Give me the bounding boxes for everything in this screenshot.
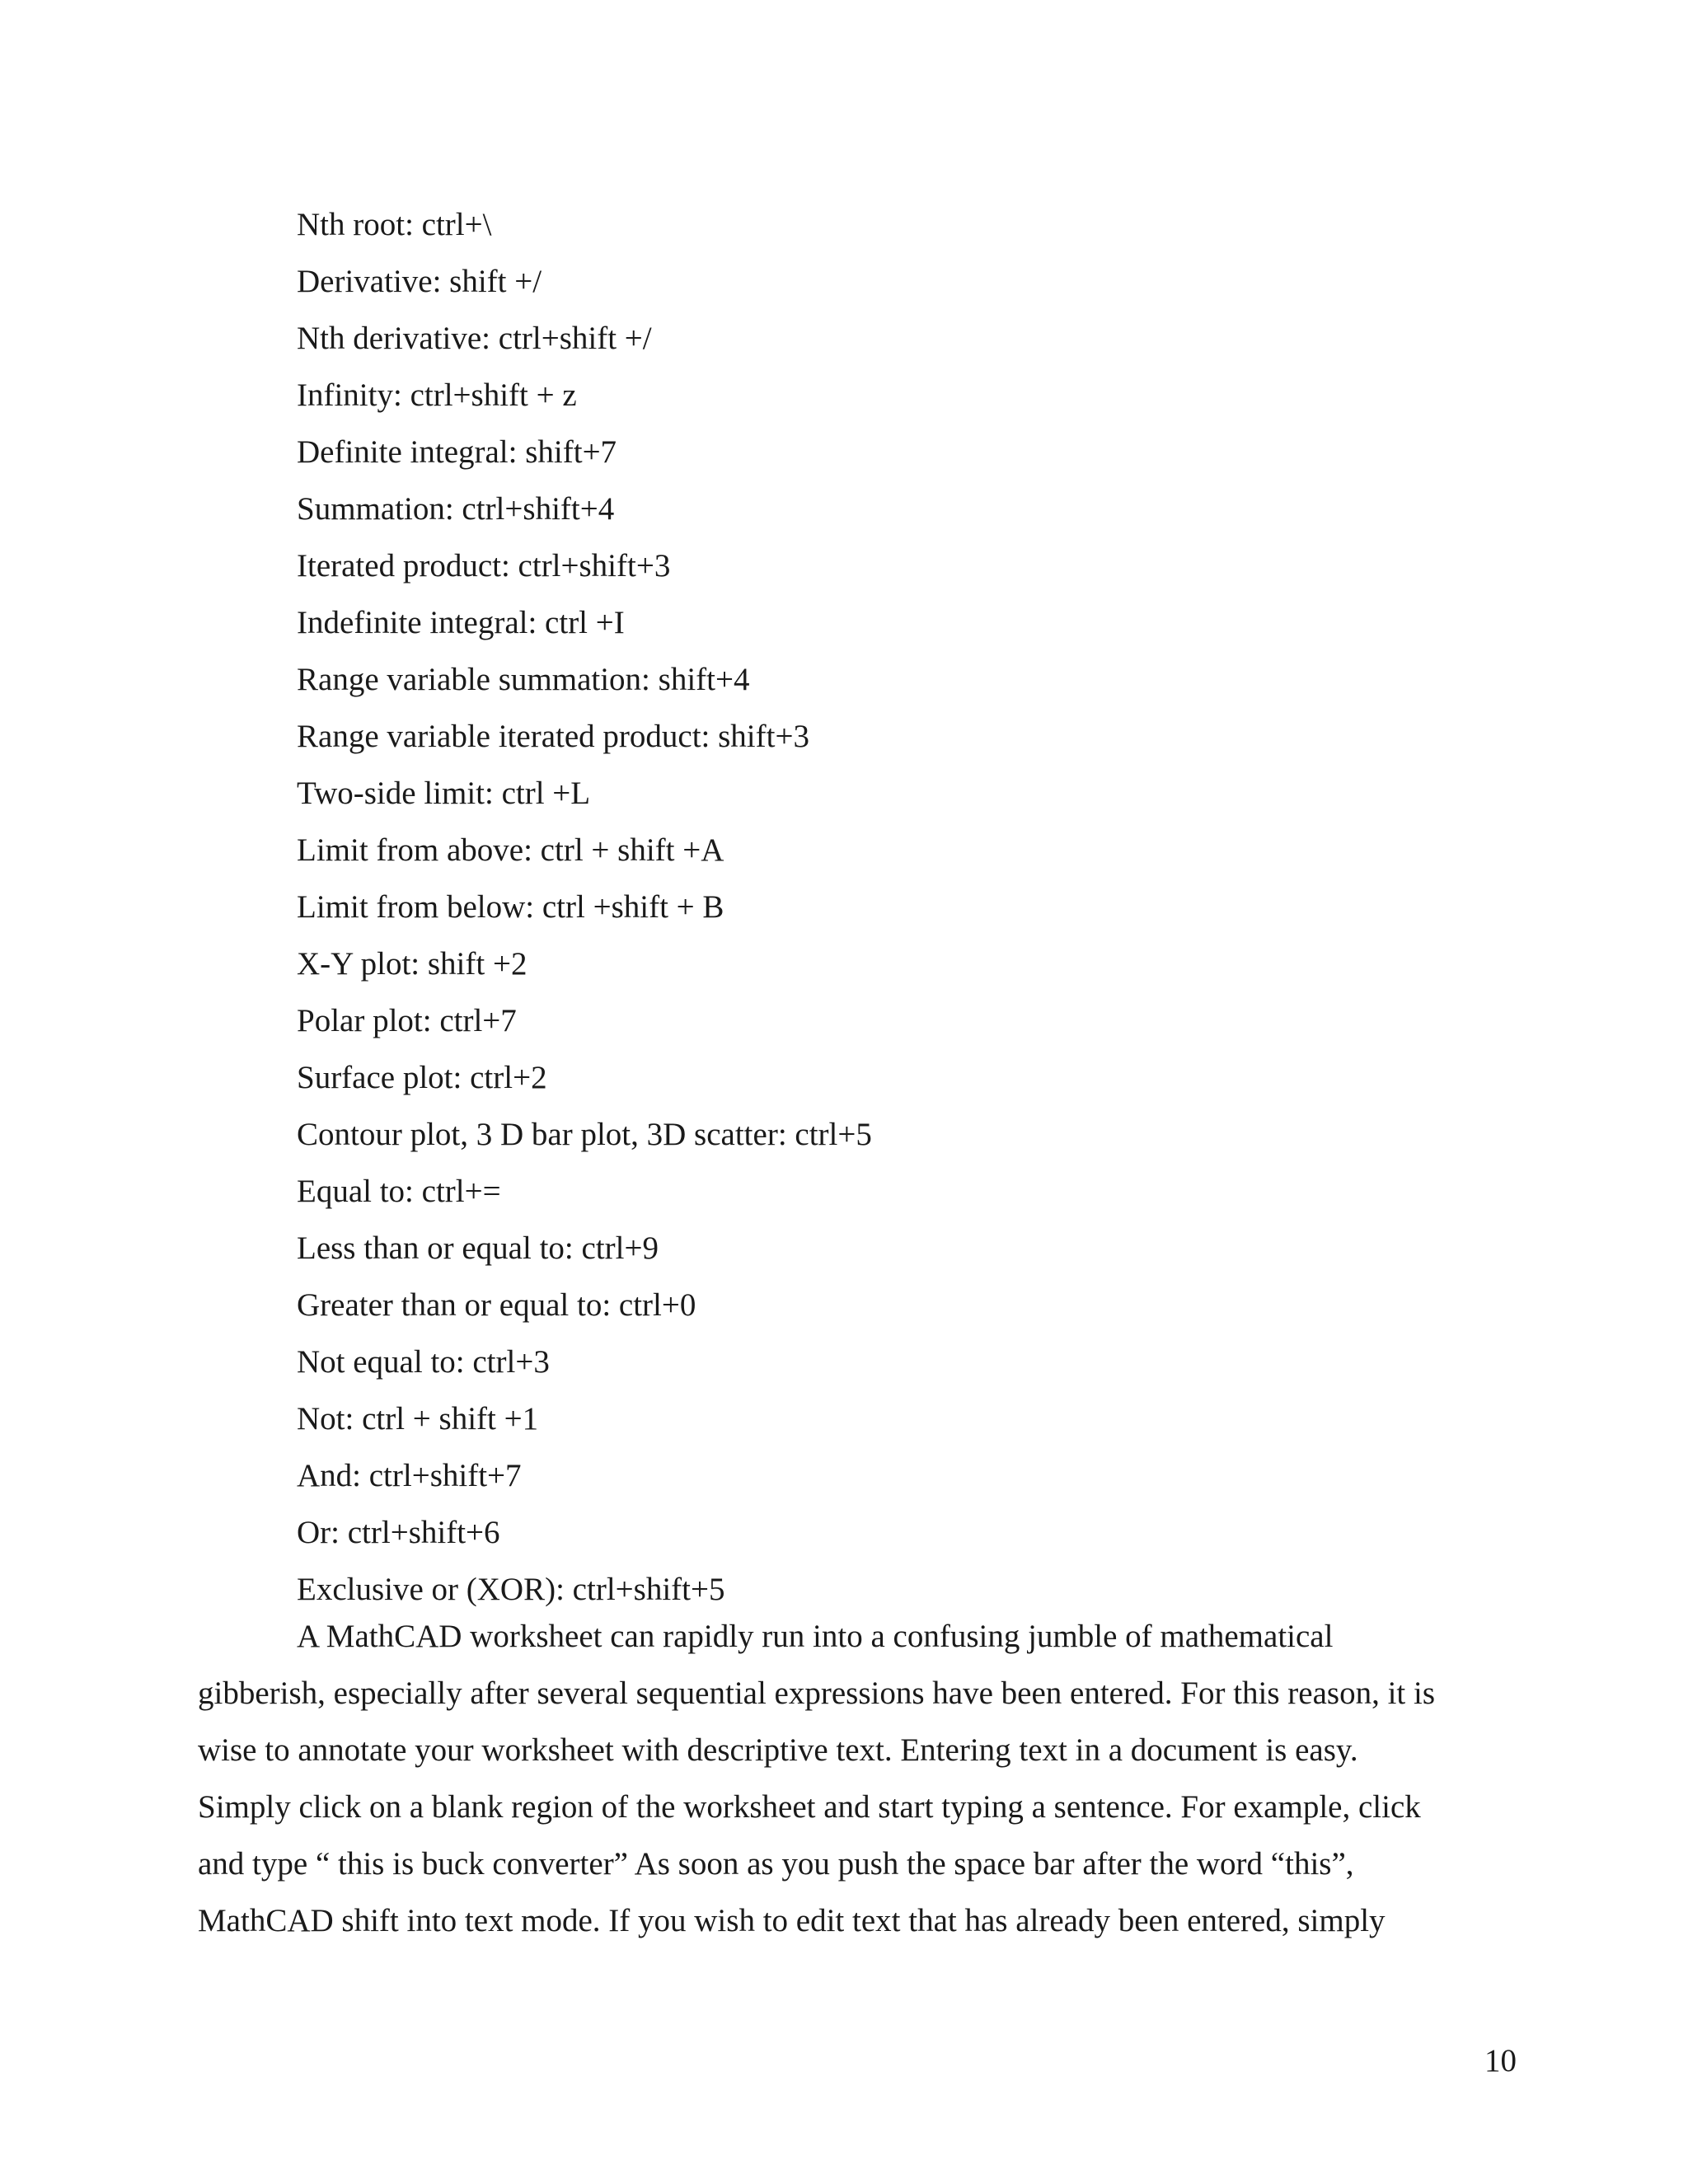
paragraph-line: Simply click on a blank region of the worksheet and start typing a sentence. For example, click: [198, 1789, 1421, 1825]
shortcut-item: Equal to: ctrl+=: [297, 1174, 501, 1209]
paragraph-line: gibberish, especially after several sequential expressions have been entered. For this reason, it is: [198, 1675, 1436, 1711]
shortcut-item: Limit from above: ctrl + shift +A: [297, 832, 724, 868]
shortcut-item: Summation: ctrl+shift+4: [297, 491, 615, 527]
paragraph-line: MathCAD shift into text mode. If you wish to edit text that has already been entered, simply: [198, 1903, 1386, 1938]
shortcut-item: Surface plot: ctrl+2: [297, 1060, 547, 1095]
shortcut-item: Nth derivative: ctrl+shift +/: [297, 321, 652, 356]
shortcut-item: Or: ctrl+shift+6: [297, 1515, 500, 1550]
shortcut-item: Definite integral: shift+7: [297, 434, 617, 470]
shortcut-item: Derivative: shift +/: [297, 264, 542, 299]
shortcut-item: Greater than or equal to: ctrl+0: [297, 1287, 696, 1323]
shortcut-item: And: ctrl+shift+7: [297, 1458, 522, 1493]
shortcut-item: Exclusive or (XOR): ctrl+shift+5: [297, 1572, 725, 1607]
shortcut-item: Limit from below: ctrl +shift + B: [297, 889, 724, 925]
shortcut-item: Contour plot, 3 D bar plot, 3D scatter: ctrl+5: [297, 1117, 872, 1152]
shortcut-item: Iterated product: ctrl+shift+3: [297, 548, 671, 583]
shortcut-item: Indefinite integral: ctrl +I: [297, 605, 625, 640]
shortcut-item: X-Y plot: shift +2: [297, 946, 528, 982]
shortcut-item: Two-side limit: ctrl +L: [297, 776, 591, 811]
paragraph-line: wise to annotate your worksheet with descriptive text. Entering text in a document is easy.: [198, 1732, 1358, 1768]
shortcut-item: Range variable summation: shift+4: [297, 662, 750, 697]
shortcut-item: Not equal to: ctrl+3: [297, 1344, 550, 1380]
shortcut-item: Polar plot: ctrl+7: [297, 1003, 517, 1038]
shortcut-item: Range variable iterated product: shift+3: [297, 719, 809, 754]
shortcut-list: [297, 196, 872, 1618]
paragraph-line: and type “ this is buck converter” As soon as you push the space bar after the word “this”,: [198, 1846, 1354, 1882]
paragraph-line: A MathCAD worksheet can rapidly run into a confusing jumble of mathematical: [297, 1619, 1334, 1654]
shortcut-item: Nth root: ctrl+\: [297, 207, 492, 242]
shortcut-item: Less than or equal to: ctrl+9: [297, 1230, 659, 1266]
page-number: 10: [1484, 2043, 1517, 2079]
shortcut-item: Not: ctrl + shift +1: [297, 1401, 539, 1436]
shortcut-item: Infinity: ctrl+shift + z: [297, 377, 577, 413]
annotation-paragraph: [198, 1608, 1508, 1949]
